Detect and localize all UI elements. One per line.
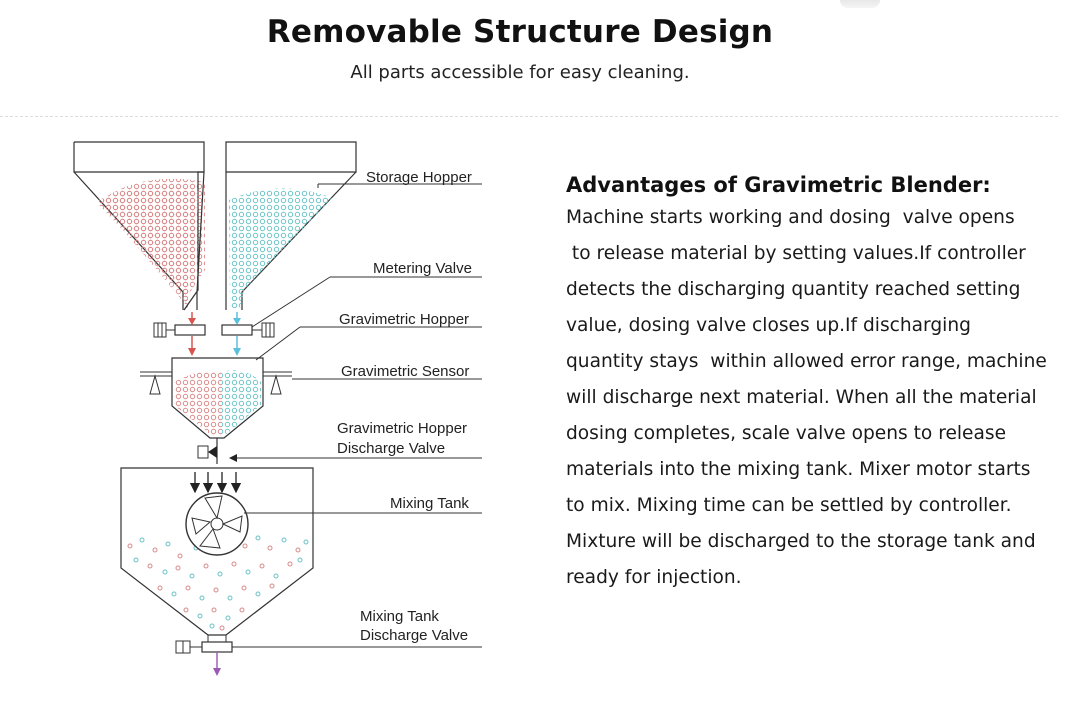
gravimetric-discharge-valve: [198, 438, 217, 464]
description-line: to mix. Mixing time can be settled by controller.: [566, 495, 1012, 516]
label-gravimetric-hopper: Gravimetric Hopper: [339, 311, 470, 328]
description-line: materials into the mixing tank. Mixer motor starts: [566, 459, 1031, 480]
label-metering-valve: Metering Valve: [373, 260, 472, 277]
mixing-tank-inlet-arrows: [195, 472, 236, 492]
blender-diagram-svg: [0, 120, 560, 708]
description-line: quantity stays within allowed error range, machine: [566, 351, 1047, 372]
label-mixing-tank: Mixing Tank: [390, 495, 469, 512]
gravimetric-hopper: [140, 358, 292, 438]
label-storage-hopper: Storage Hopper: [366, 169, 472, 186]
label-tank-discharge-line2: Discharge Valve: [360, 627, 469, 644]
label-gravimetric-sensor: Gravimetric Sensor: [341, 363, 470, 380]
metering-valve-right: [222, 323, 274, 337]
description-line: ready for injection.: [566, 567, 742, 588]
description-line: value, dosing valve closes up.If discharging: [566, 315, 971, 336]
storage-hopper-left: [74, 142, 205, 310]
blender-diagram: [0, 120, 560, 708]
description-line: Machine starts working and dosing valve opens: [566, 207, 1015, 228]
label-discharge-valve-line2: Discharge Valve: [337, 440, 446, 457]
description-heading: Advantages of Gravimetric Blender:: [566, 173, 991, 197]
page-title: Removable Structure Design: [266, 14, 774, 50]
label-discharge-valve-line1: Gravimetric Hopper: [337, 420, 468, 437]
mixing-tank-discharge-valve: [176, 635, 232, 676]
description-line: dosing completes, scale valve opens to release: [566, 423, 1007, 444]
description-panel: [566, 170, 1066, 596]
divider: [0, 116, 1058, 117]
storage-hopper-right: [226, 142, 356, 310]
description-line: Mixture will be discharged to the storage tank and: [566, 531, 1036, 552]
page-subtitle: All parts accessible for easy cleaning.: [350, 62, 690, 83]
description-line: detects the discharging quantity reached setting: [566, 279, 1021, 300]
label-tank-discharge-line1: Mixing Tank: [360, 608, 439, 625]
metering-valve-left: [154, 323, 205, 337]
description-line: will discharge next material. When all the material: [566, 387, 1037, 408]
mixer-motor: [186, 493, 248, 555]
decorative-shape: [840, 0, 880, 8]
description-line: to release material by setting values.If controller: [566, 243, 1026, 264]
